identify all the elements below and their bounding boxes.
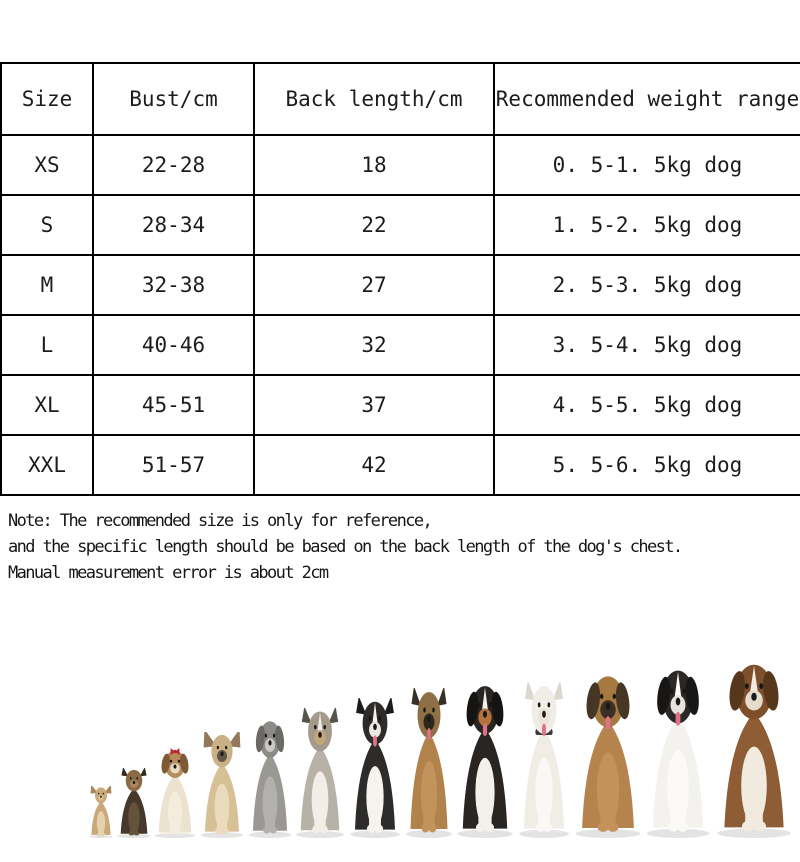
bust-cell: 40-46 (93, 315, 254, 375)
size-table-header-row (1, 63, 800, 135)
note-line-1: Note: The recommended size is only for reference, (8, 511, 432, 531)
back-length-cell: 37 (254, 375, 494, 435)
dog-landseer-icon (644, 666, 712, 838)
weight-cell: 1. 5-2. 5kg dog (494, 195, 800, 255)
dog-size-chart-page (0, 62, 800, 862)
dog-shih-tzu-icon (153, 748, 197, 838)
back-length-cell: 18 (254, 135, 494, 195)
dog-white-bulldog-icon (517, 682, 571, 838)
weight-cell: 5. 5-6. 5kg dog (494, 435, 800, 495)
dog-french-bulldog-icon (199, 732, 245, 838)
dog-schnauzer-icon (247, 718, 293, 838)
size-cell: XL (1, 375, 93, 435)
bust-cell: 45-51 (93, 375, 254, 435)
weight-cell: 0. 5-1. 5kg dog (494, 135, 800, 195)
size-row-xs (1, 135, 800, 195)
size-row-xxl (1, 435, 800, 495)
column-header-size: Size (1, 63, 93, 135)
size-cell: S (1, 195, 93, 255)
size-row-m (1, 255, 800, 315)
dog-size-lineup-photo (0, 652, 800, 844)
weight-cell: 2. 5-3. 5kg dog (494, 255, 800, 315)
note-line-3: Manual measurement error is about 2cm (8, 563, 328, 583)
dog-yorkshire-terrier-icon (116, 768, 152, 838)
dog-saint-bernard-icon (714, 660, 794, 838)
column-header-back-length: Back length/cm (254, 63, 494, 135)
bust-cell: 22-28 (93, 135, 254, 195)
size-row-l (1, 315, 800, 375)
size-cell: XXL (1, 435, 93, 495)
weight-cell: 4. 5-5. 5kg dog (494, 375, 800, 435)
dog-swiss-mountain-dog-icon (455, 682, 515, 838)
size-table (0, 62, 800, 496)
back-length-cell: 27 (254, 255, 494, 315)
back-length-cell: 22 (254, 195, 494, 255)
bust-cell: 28-34 (93, 195, 254, 255)
size-table-body (1, 135, 800, 495)
back-length-cell: 32 (254, 315, 494, 375)
dog-chihuahua-icon (88, 786, 114, 838)
size-note (8, 508, 800, 586)
dog-mastiff-icon (573, 672, 643, 838)
size-cell: XS (1, 135, 93, 195)
column-header-weight: Recommended weight range (494, 63, 800, 135)
back-length-cell: 42 (254, 435, 494, 495)
note-line-2: and the specific length should be based on the back length of the dog's chest. (8, 537, 682, 557)
dog-border-collie-icon (348, 698, 402, 838)
dog-sheltie-icon (294, 708, 346, 838)
size-cell: L (1, 315, 93, 375)
dog-malinois-icon (404, 688, 454, 838)
size-cell: M (1, 255, 93, 315)
weight-cell: 3. 5-4. 5kg dog (494, 315, 800, 375)
bust-cell: 51-57 (93, 435, 254, 495)
size-row-xl (1, 375, 800, 435)
size-row-s (1, 195, 800, 255)
column-header-bust: Bust/cm (93, 63, 254, 135)
bust-cell: 32-38 (93, 255, 254, 315)
